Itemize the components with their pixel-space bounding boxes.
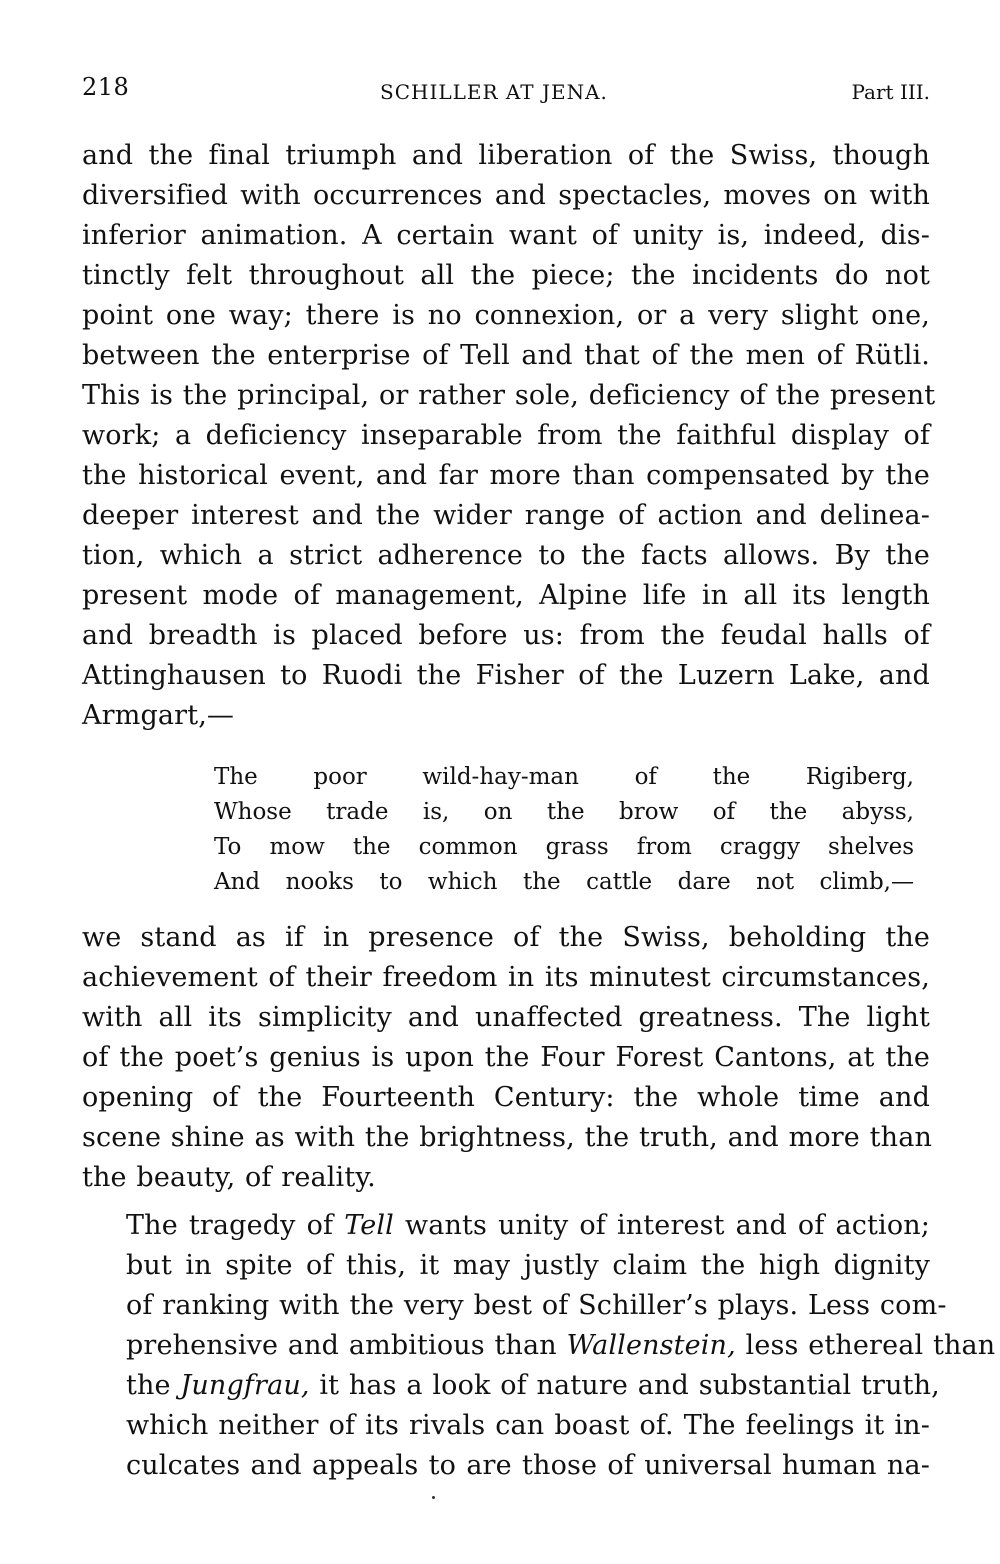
paragraph-line: work; a deficiency inseparable from the faithful display of	[82, 420, 930, 451]
line-text: wants unity of interest and of action;	[393, 1210, 931, 1241]
print-speck	[432, 1496, 435, 1499]
line-text: less ethereal than	[735, 1330, 996, 1361]
paragraph-line: of ranking with the very best of Schiller’s plays. Less com-	[126, 1290, 947, 1321]
paragraph-line: tinctly felt throughout all the piece; the incidents do not	[82, 260, 930, 291]
paragraph-line: Armgart,—	[82, 700, 235, 731]
paragraph-line: and breadth is placed before us: from the feudal halls of	[82, 620, 930, 651]
page-number: 218	[82, 73, 130, 101]
paragraph-line: we stand as if in presence of the Swiss, beholding the	[82, 922, 930, 953]
paragraph-line: scene shine as with the brightness, the truth, and more than	[82, 1122, 932, 1153]
poetry-line: And nooks to which the cattle dare not climb,—	[214, 869, 914, 895]
line-text: The tragedy of	[126, 1210, 345, 1241]
paragraph-line	[82, 1326, 996, 1366]
running-title: SCHILLER AT JENA.	[380, 80, 608, 104]
paragraph-line: which neither of its rivals can boast of. The feelings it in-	[126, 1410, 930, 1441]
italic-title-wallenstein: Wallenstein,	[566, 1330, 736, 1361]
paragraph-line: the beauty, of reality.	[82, 1162, 376, 1193]
paragraph-line	[82, 1206, 930, 1246]
paragraph-line: deeper interest and the wider range of action and delinea-	[82, 500, 930, 531]
paragraph-line: the historical event, and far more than compensated by the	[82, 460, 930, 491]
paragraph-2	[82, 918, 930, 1198]
paragraph-line: between the enterprise of Tell and that of the men of Rütli.	[82, 340, 930, 371]
paragraph-line: This is the principal, or rather sole, deficiency of the present	[82, 380, 936, 411]
poetry-line: Whose trade is, on the brow of the abyss,	[214, 799, 914, 825]
page-header	[82, 72, 930, 108]
line-text: prehensive and ambitious than	[126, 1330, 567, 1361]
line-text: it has a look of nature and substantial truth,	[309, 1370, 940, 1401]
paragraph-line: Attinghausen to Ruodi the Fisher of the Luzern Lake, and	[82, 660, 930, 691]
paragraph-line: opening of the Fourteenth Century: the whole time and	[82, 1082, 930, 1113]
poetry-quote	[214, 760, 914, 900]
line-text: the	[126, 1370, 181, 1401]
paragraph-line: with all its simplicity and unaffected greatness. The light	[82, 1002, 930, 1033]
paragraph-line: diversified with occurrences and spectacles, moves on with	[82, 180, 930, 211]
paragraph-line: present mode of management, Alpine life in all its length	[82, 580, 930, 611]
paragraph-line: culcates and appeals to are those of universal human na-	[126, 1450, 930, 1481]
paragraph-line: achievement of their freedom in its minutest circumstances,	[82, 962, 930, 993]
paragraph-line: point one way; there is no connexion, or a very slight one,	[82, 300, 930, 331]
paragraph-3	[82, 1206, 996, 1486]
paragraph-line	[82, 1366, 940, 1406]
paragraph-line: of the poet’s genius is upon the Four Forest Cantons, at the	[82, 1042, 930, 1073]
paragraph-1	[82, 136, 936, 736]
poetry-line: To mow the common grass from craggy shelves	[214, 834, 914, 860]
italic-title-tell: Tell	[344, 1210, 394, 1241]
italic-title-jungfrau: Jungfrau,	[180, 1370, 310, 1401]
paragraph-line: inferior animation. A certain want of unity is, indeed, dis-	[82, 220, 930, 251]
paragraph-line: but in spite of this, it may justly claim the high dignity	[126, 1250, 930, 1281]
part-label: Part III.	[851, 80, 930, 104]
paragraph-line: tion, which a strict adherence to the facts allows. By the	[82, 540, 930, 571]
poetry-line: The poor wild-hay-man of the Rigiberg,	[214, 764, 914, 790]
paragraph-line: and the final triumph and liberation of the Swiss, though	[82, 140, 930, 171]
